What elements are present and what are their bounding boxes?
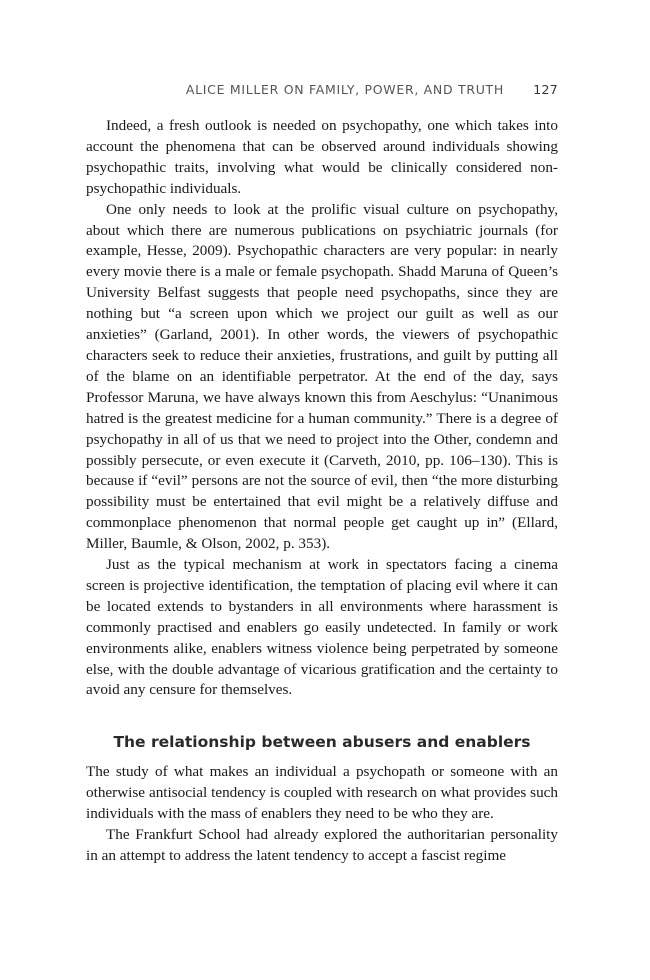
running-head [86, 82, 558, 100]
body-text [86, 116, 558, 867]
paragraph: One only needs to look at the prolific visual culture on psychopathy, about which there are numerous publications on psychiatric journals (for example, Hesse, 2009). Psychopathic characters are very popular: in nearly every movie there is a male or female psychopath. Shadd Maruna of Queen’s University Belfast suggests that people need psychopaths, since they are nothing but “a screen upon which we project our guilt as well as our anxieties” (Garland, 2001). In other words, the viewers of psychopathic characters seek to reduce their anxieties, frustrations, and guilt by putting all of the blame on an identifiable perpetrator. At the end of the day, says Professor Maruna, we have always known this from Aeschylus: “Unanimous hatred is the greatest medicine for a human community.” There is a degree of psychopathy in all of us that we need to project into the Other, condemn and possibly persecute, or even execute it (Carveth, 2010, pp. 106–130). This is because if “evil” persons are not the source of evil, then “the more disturbing possibility must be entertained that evil might be a relatively diffuse and commonplace phenomenon that normal people get caught up in” (Ellard, Miller, Baumle, & Olson, 2002, p. 353). [86, 200, 558, 553]
section-heading: The relationship between abusers and enablers [113, 733, 531, 752]
paragraph: The study of what makes an individual a psychopath or someone with an otherwise antisocial tendency is coupled with research on what provides such individuals with the mass of enablers they need to be who they are. [86, 763, 558, 823]
paragraph: Indeed, a fresh outlook is needed on psychopathy, one which takes into account the phenomena that can be observed around individuals showing psychopathic traits, involving what would be clinically considered non-psychopathic individuals. [86, 117, 558, 197]
paragraph: The Frankfurt School had already explored the authoritarian personality in an attempt to address the latent tendency to accept a fascist regime [86, 826, 558, 864]
running-head-title: ALICE MILLER ON FAMILY, POWER, AND TRUTH [185, 82, 504, 97]
page-number: 127 [533, 82, 558, 97]
paragraph: Just as the typical mechanism at work in spectators facing a cinema screen is projective identification, the temptation of placing evil where it can be located extends to bystanders in all environments where harassment is commonly practised and enablers go easily undetected. In family or work environments alike, enablers witness violence being perpetrated by someone else, with the double advantage of vicarious gratification and the certainty to avoid any censure for themselves. [86, 556, 558, 699]
